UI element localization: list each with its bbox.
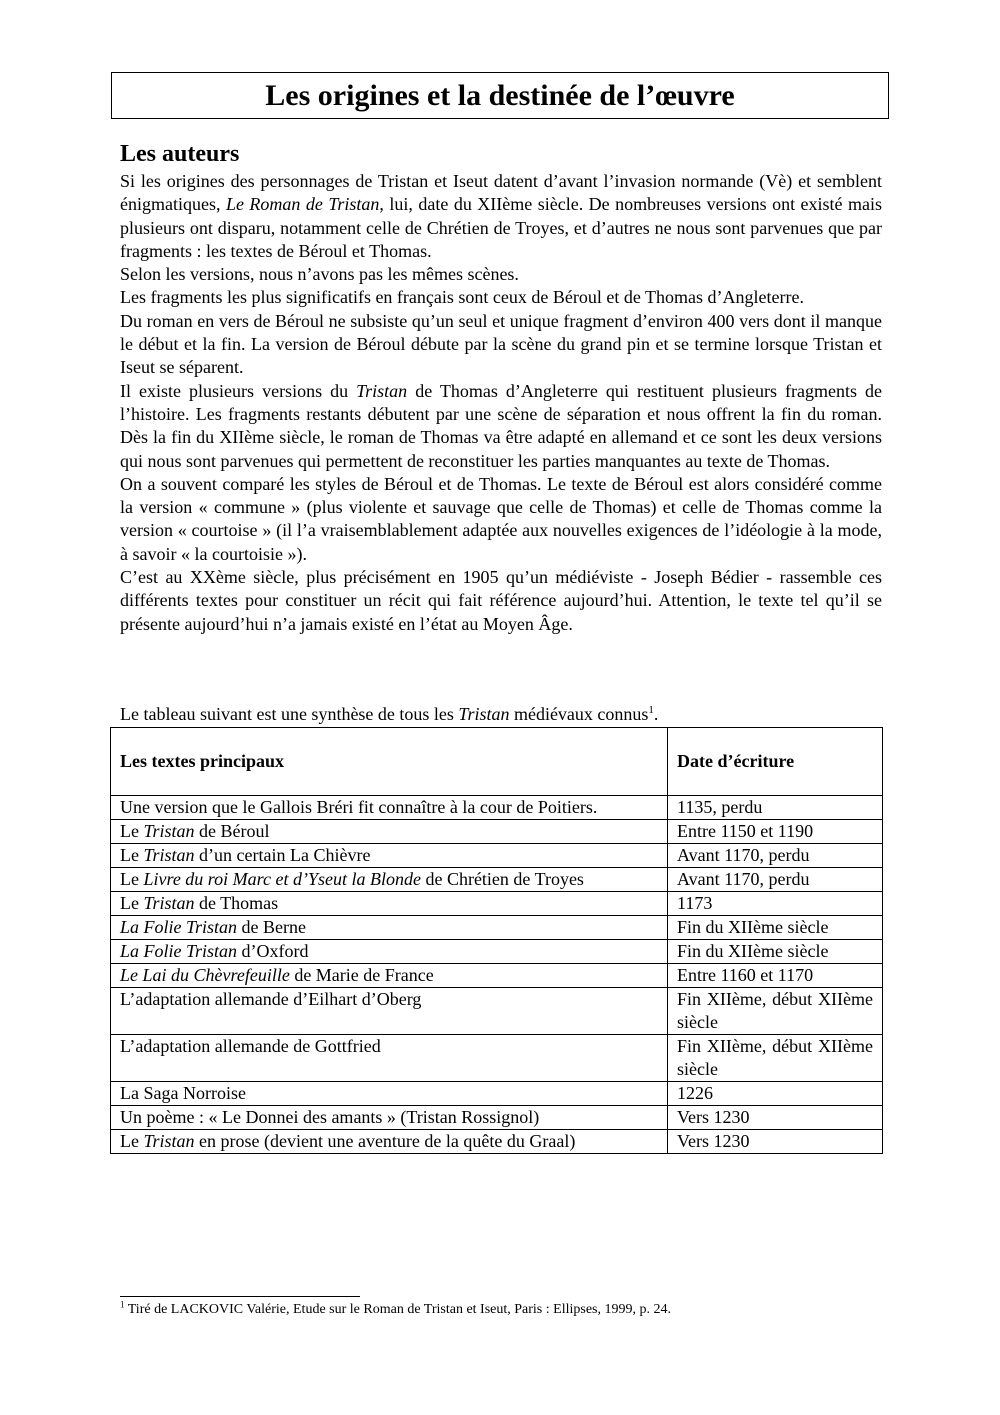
table-row xyxy=(111,844,883,868)
table-row xyxy=(111,1106,883,1130)
date-cell: Fin du XIIème siècle xyxy=(668,916,883,940)
table-row xyxy=(111,940,883,964)
footnote-text: Tiré de LACKOVIC Valérie, Etude sur le Roman de Tristan et Iseut, Paris : Ellipses, 1999, p. 24. xyxy=(124,1302,671,1317)
footnote xyxy=(120,1299,671,1318)
header-date: Date d’écriture xyxy=(668,728,883,796)
date-cell: Entre 1150 et 1190 xyxy=(668,820,883,844)
page-title: Les origines et la destinée de l’œuvre xyxy=(265,78,735,112)
header-texts: Les textes principaux xyxy=(111,728,668,796)
table-row xyxy=(111,892,883,916)
date-cell: Vers 1230 xyxy=(668,1130,883,1154)
text-title-cell: La Folie Tristan de Berne xyxy=(111,916,668,940)
text-title-cell: Un poème : « Le Donnei des amants » (Tristan Rossignol) xyxy=(111,1106,668,1130)
date-cell: Fin du XIIème siècle xyxy=(668,940,883,964)
table-row xyxy=(111,1035,883,1082)
text-title-cell: La Folie Tristan d’Oxford xyxy=(111,940,668,964)
date-cell: 1173 xyxy=(668,892,883,916)
paragraph: Si les origines des personnages de Tristan et Iseut datent d’avant l’invasion normande (Vè) et semblent énigmatiques, Le Roman de Tristan, lui, date du XIIème siècle. De nombreuses versions ont existé mais plusieurs ont disparu, notamment celle de Chrétien de Troyes, et d’autres ne nous sont parvenues que par fragments : les textes de Béroul et Thomas. xyxy=(120,171,883,261)
table-row xyxy=(111,820,883,844)
table-row xyxy=(111,1130,883,1154)
date-cell: Avant 1170, perdu xyxy=(668,844,883,868)
text-title-cell: Le Lai du Chèvrefeuille de Marie de France xyxy=(111,964,668,988)
paragraph: On a souvent comparé les styles de Béroul et de Thomas. Le texte de Béroul est alors considéré comme la version « commune » (plus violente et sauvage que celle de Thomas) et celle de Thomas comme la version « courtoise » (il l’a vraisemblablement adaptée aux nouvelles exigences de l’idéologie à la mode, à savoir « la courtoisie »). xyxy=(120,473,882,564)
paragraph: Du roman en vers de Béroul ne subsiste qu’un seul et unique fragment d’environ 400 vers dont il manque le début et la fin. La version de Béroul débute par la scène du grand pin et se termine lorsque Tristan et Iseut se séparent. xyxy=(120,310,882,378)
text-title-cell: Une version que le Gallois Bréri fit connaître à la cour de Poitiers. xyxy=(111,796,668,820)
date-cell: Avant 1170, perdu xyxy=(668,868,883,892)
text-title-cell: La Saga Norroise xyxy=(111,1082,668,1106)
table-row xyxy=(111,964,883,988)
text-title-cell: Le Livre du roi Marc et d’Yseut la Blonde de Chrétien de Troyes xyxy=(111,868,668,892)
text-title-cell: L’adaptation allemande de Gottfried xyxy=(111,1035,668,1082)
date-cell: Fin XIIème, début XIIème siècle xyxy=(668,1035,883,1082)
section-title: Les auteurs xyxy=(120,141,240,167)
text-title-cell: Le Tristan d’un certain La Chièvre xyxy=(111,844,668,868)
paragraph: C’est au XXème siècle, plus précisément en 1905 qu’un médiéviste - Joseph Bédier - rassemble ces différents textes pour constituer un récit qui fait référence aujourd’hui. Attention, le texte tel qu’il se présente aujourd’hui n’a jamais existé en l’état au Moyen Âge. xyxy=(120,567,882,634)
date-cell: Entre 1160 et 1170 xyxy=(668,964,883,988)
text-title-cell: Le Tristan de Béroul xyxy=(111,820,668,844)
table-row xyxy=(111,988,883,1035)
body-text xyxy=(120,170,882,636)
date-cell: 1135, perdu xyxy=(668,796,883,820)
paragraph: Selon les versions, nous n’avons pas les mêmes scènes. xyxy=(120,264,519,285)
table-row xyxy=(111,868,883,892)
title-box xyxy=(111,72,889,119)
paragraph: Il existe plusieurs versions du Tristan de Thomas d’Angleterre qui restituent plusieurs fragments de l’histoire. Les fragments restants débutent par une scène de séparation et nous offrent la fin du roman. Dès la fin du XIIème siècle, le roman de Thomas va être adapté en allemand et ce sont les deux versions qui nous sont parvenues qui permettent de reconstituer les parties manquantes au texte de Thomas. xyxy=(120,380,882,471)
table-header-row xyxy=(111,728,883,796)
footnote-rule xyxy=(120,1296,360,1297)
table-row xyxy=(111,1082,883,1106)
table-body xyxy=(111,796,883,1154)
table-row xyxy=(111,916,883,940)
table-row xyxy=(111,796,883,820)
texts-table xyxy=(110,727,883,1154)
text-title-cell: L’adaptation allemande d’Eilhart d’Oberg xyxy=(111,988,668,1035)
paragraph: Les fragments les plus significatifs en français sont ceux de Béroul et de Thomas d’Angleterre. xyxy=(120,287,804,308)
date-cell: 1226 xyxy=(668,1082,883,1106)
table-intro: Le tableau suivant est une synthèse de tous les Tristan médiévaux connus$^1$. xyxy=(120,704,659,724)
text-title-cell: Le Tristan en prose (devient une aventure de la quête du Graal) xyxy=(111,1130,668,1154)
text-title-cell: Le Tristan de Thomas xyxy=(111,892,668,916)
footnote-marker: 1 xyxy=(120,1299,125,1310)
date-cell: Vers 1230 xyxy=(668,1106,883,1130)
date-cell: Fin XIIème, début XIIème siècle xyxy=(668,988,883,1035)
